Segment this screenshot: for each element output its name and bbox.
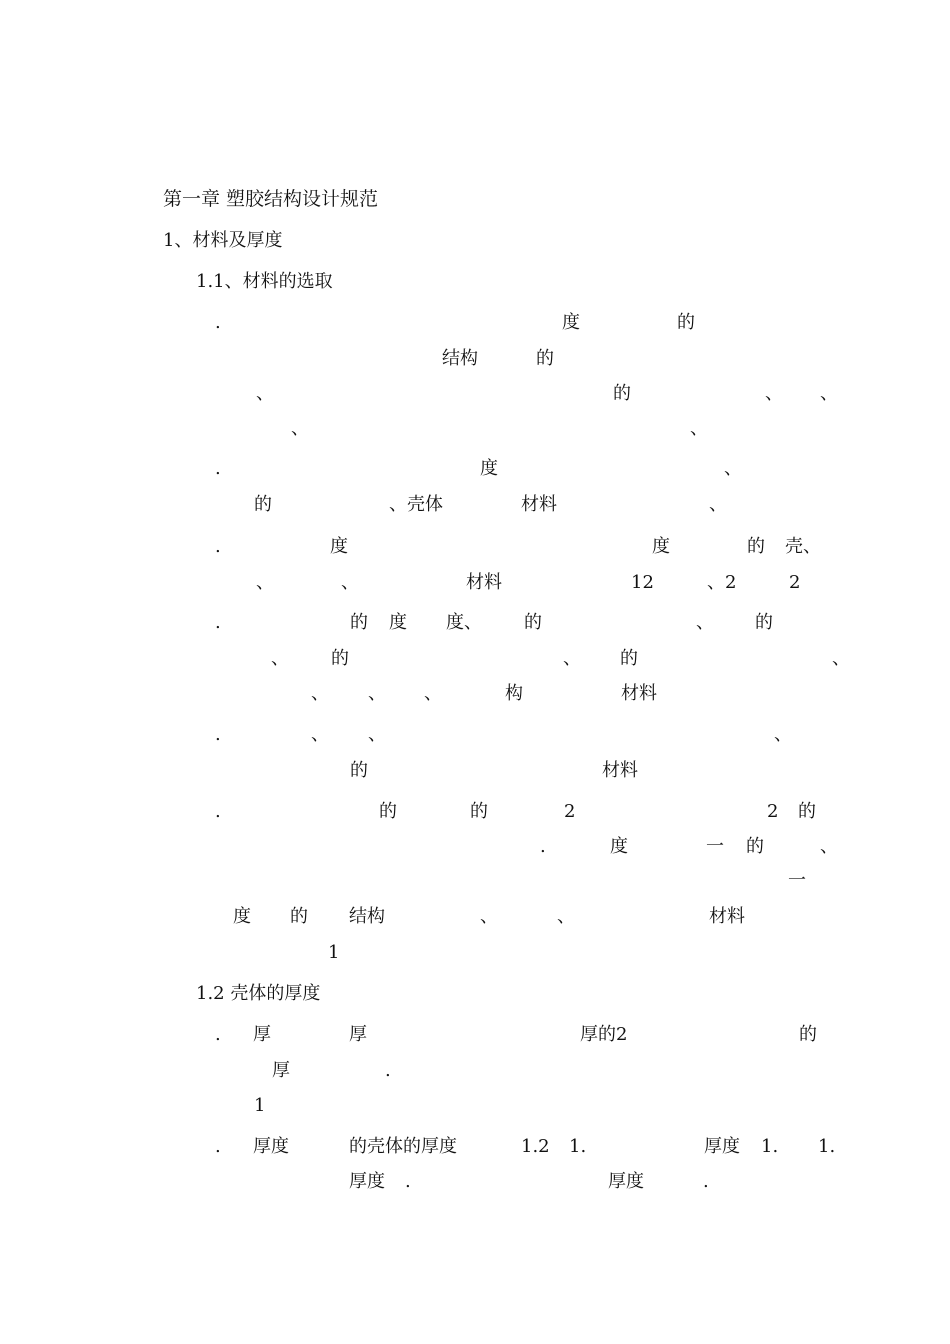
text-fragment: 厚的2	[580, 1024, 628, 1045]
text-fragment: 的	[536, 348, 554, 369]
text-fragment: 、	[424, 683, 442, 704]
text-fragment: .	[215, 612, 221, 633]
text-fragment: 1.2	[521, 1136, 550, 1157]
text-fragment: 度	[389, 612, 407, 633]
text-fragment: 的	[254, 494, 272, 515]
text-fragment: 、	[480, 906, 498, 927]
text-fragment: 结构	[442, 348, 478, 369]
text-fragment: 的	[470, 801, 488, 822]
text-fragment: 1.	[569, 1136, 587, 1157]
text-fragment: 的	[350, 612, 368, 633]
text-fragment: 的	[746, 836, 764, 857]
text-fragment: 度、	[446, 612, 482, 633]
text-fragment: 1.	[818, 1136, 836, 1157]
text-fragment: 厚	[349, 1024, 367, 1045]
text-fragment: 1.	[761, 1136, 779, 1157]
text-fragment: .	[215, 458, 221, 479]
text-fragment: 、	[690, 418, 708, 439]
text-fragment: 一	[788, 870, 806, 891]
text-fragment: 度	[233, 906, 251, 927]
text-fragment: .	[215, 536, 221, 557]
text-fragment: 、	[696, 612, 714, 633]
text-fragment: 的	[524, 612, 542, 633]
text-fragment: 、壳体	[389, 494, 443, 515]
text-fragment: 的	[620, 648, 638, 669]
text-fragment: 的	[613, 383, 631, 404]
text-fragment: 、	[832, 648, 850, 669]
text-fragment: 材料	[521, 494, 557, 515]
text-fragment: 、	[557, 906, 575, 927]
text-fragment: .	[703, 1171, 709, 1192]
text-fragment: 、	[709, 494, 727, 515]
text-fragment: .	[215, 801, 221, 822]
text-fragment: 、2	[707, 572, 737, 593]
text-fragment: 度	[610, 836, 628, 857]
text-fragment: 2	[789, 572, 801, 593]
text-fragment: 厚	[253, 1024, 271, 1045]
text-fragment: 、	[368, 683, 386, 704]
text-fragment: 、	[256, 383, 274, 404]
subsection-heading-1-2: 1.2 壳体的厚度	[196, 983, 321, 1004]
text-fragment: .	[405, 1171, 411, 1192]
text-fragment: 1	[328, 942, 340, 963]
text-fragment: 的	[798, 801, 816, 822]
text-fragment: 材料	[602, 760, 638, 781]
text-fragment: 、	[774, 724, 792, 745]
text-fragment: 、	[724, 458, 742, 479]
text-fragment: 、	[311, 724, 329, 745]
text-fragment: 、	[368, 724, 386, 745]
text-fragment: 厚度	[253, 1136, 289, 1157]
text-fragment: 材料	[466, 572, 502, 593]
text-fragment: 度	[562, 312, 580, 333]
text-fragment: .	[215, 724, 221, 745]
text-fragment: 度	[330, 536, 348, 557]
text-fragment: 、	[256, 572, 274, 593]
text-fragment: 的	[755, 612, 773, 633]
text-fragment: 一	[706, 836, 724, 857]
text-fragment: 1	[254, 1095, 266, 1116]
text-fragment: 的壳体的厚度	[349, 1136, 457, 1157]
text-fragment: .	[385, 1060, 391, 1081]
text-fragment: 厚度	[349, 1171, 385, 1192]
text-fragment: 、	[563, 648, 581, 669]
text-fragment: .	[215, 312, 221, 333]
text-fragment: 、	[291, 418, 309, 439]
text-fragment: 的	[350, 760, 368, 781]
text-fragment: 2	[564, 801, 576, 822]
text-fragment: 的	[747, 536, 765, 557]
text-fragment: 、	[271, 648, 289, 669]
text-fragment: .	[215, 1136, 221, 1157]
text-fragment: 、	[820, 836, 838, 857]
text-fragment: 的	[331, 648, 349, 669]
text-fragment: 的	[799, 1024, 817, 1045]
text-fragment: 2	[767, 801, 779, 822]
chapter-title: 第一章 塑胶结构设计规范	[163, 188, 379, 210]
text-fragment: 的	[290, 906, 308, 927]
text-fragment: 的	[677, 312, 695, 333]
section-heading-1: 1、材料及厚度	[163, 230, 283, 251]
text-fragment: 壳、	[785, 536, 821, 557]
text-fragment: 材料	[621, 683, 657, 704]
text-fragment: 厚度	[608, 1171, 644, 1192]
text-fragment: 材料	[709, 906, 745, 927]
text-fragment: 、	[820, 383, 838, 404]
text-fragment: 度	[480, 458, 498, 479]
text-fragment: 结构	[349, 906, 385, 927]
text-fragment: .	[215, 1024, 221, 1045]
text-fragment: 度	[652, 536, 670, 557]
text-fragment: 的	[379, 801, 397, 822]
text-fragment: .	[540, 836, 546, 857]
text-fragment: 厚度	[704, 1136, 740, 1157]
text-fragment: 构	[505, 683, 523, 704]
text-fragment: 、	[765, 383, 783, 404]
text-fragment: 厚	[272, 1060, 290, 1081]
text-fragment: 、	[311, 683, 329, 704]
text-fragment: 12	[631, 572, 654, 593]
text-fragment: 、	[341, 572, 359, 593]
subsection-heading-1-1: 1.1、材料的选取	[196, 271, 333, 292]
